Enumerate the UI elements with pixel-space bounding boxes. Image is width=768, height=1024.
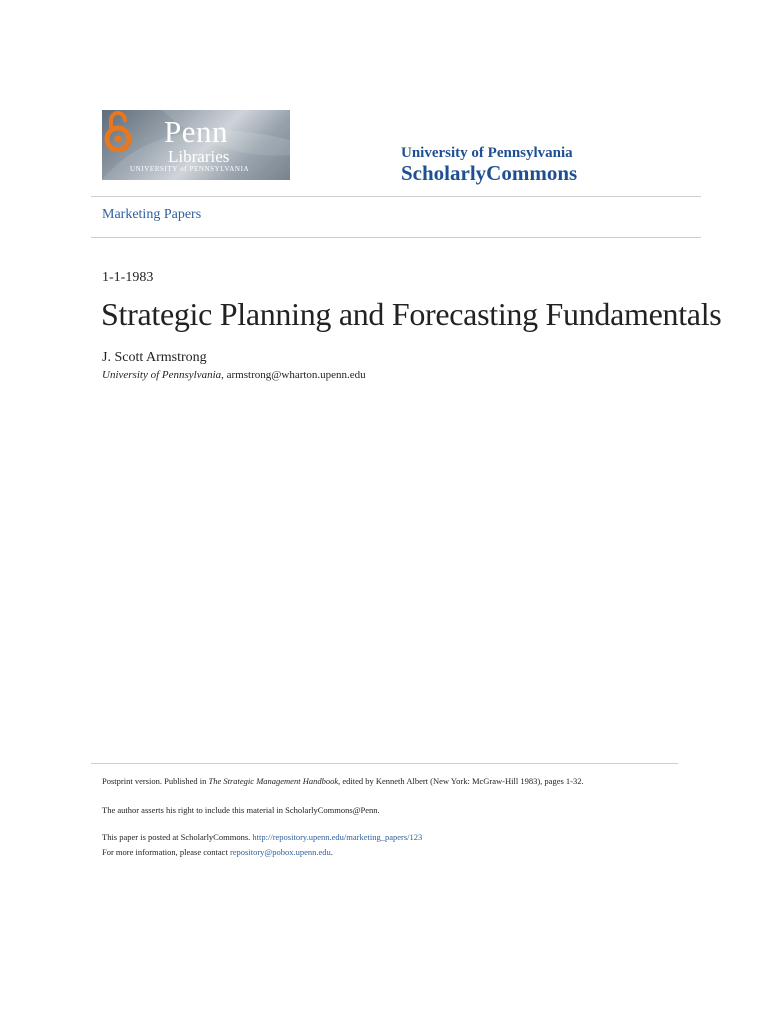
logo-libraries-text: Libraries (168, 147, 230, 166)
footer-divider (91, 763, 678, 764)
footer-posted-note (102, 832, 422, 842)
footer-line4-suffix: . (330, 847, 333, 857)
repository-name[interactable]: ScholarlyCommons (401, 161, 578, 185)
footer-line1-prefix: Postprint version. Published in (102, 776, 209, 786)
logo-penn-text: Penn (164, 114, 228, 149)
footer-line4-prefix: For more information, please contact (102, 847, 230, 857)
footer-rights-note: The author asserts his right to include this material in ScholarlyCommons@Penn. (102, 805, 380, 815)
footer-publication-note (102, 776, 584, 786)
publication-date: 1-1-1983 (102, 270, 154, 285)
author-name: J. Scott Armstrong (102, 350, 207, 365)
collection-divider (91, 237, 701, 238)
logo-university-text: UNIVERSITY of PENNSYLVANIA (130, 165, 250, 173)
author-email: armstrong@wharton.upenn.edu (226, 369, 366, 381)
header-divider (91, 196, 701, 197)
affiliation-institution: University of Pennsylvania (102, 369, 222, 381)
repository-university-name[interactable]: University of Pennsylvania (401, 145, 573, 161)
paper-url-link[interactable]: http://repository.upenn.edu/marketing_papers/123 (252, 832, 423, 842)
footer-line3-prefix: This paper is posted at ScholarlyCommons. (102, 832, 253, 842)
open-access-lock-icon (102, 110, 134, 152)
penn-libraries-logo[interactable] (102, 110, 290, 180)
collection-link[interactable]: Marketing Papers (102, 207, 202, 222)
footer-line1-suffix: , edited by Kenneth Albert (New York: McGraw-Hill 1983), pages 1-32. (338, 776, 584, 786)
affiliation-separator: , (221, 369, 227, 381)
contact-email-link[interactable]: repository@pobox.upenn.edu (229, 847, 331, 857)
footer-contact-note (102, 847, 333, 857)
author-affiliation (102, 369, 366, 381)
footer-book-title: The Strategic Management Handbook (208, 776, 339, 786)
paper-title: Strategic Planning and Forecasting Fundamentals (101, 296, 722, 332)
